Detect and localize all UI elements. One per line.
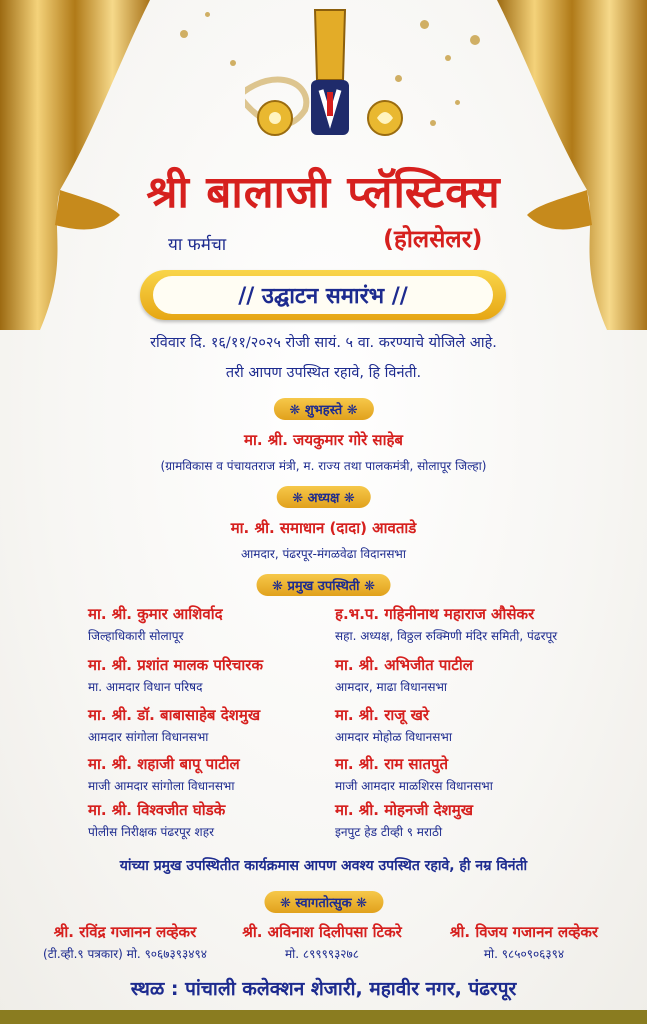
guest-name: मा. श्री. अभिजीत पाटील — [335, 656, 473, 674]
venue-line: स्थळ : पांचाली कलेक्शन शेजारी, महावीर नगर, पंढरपूर — [130, 978, 517, 1000]
host-desc: (टी.व्ही.९ पत्रकार) मो. ९०६७३९३४९४ — [43, 947, 207, 961]
host-2 — [424, 922, 624, 962]
host-0 — [30, 922, 220, 962]
guest-desc: जिल्हाधिकारी सोलापूर — [88, 629, 184, 643]
guest-left-2 — [88, 705, 260, 745]
host-name: श्री. विजय गजानन लव्हेकर — [449, 923, 599, 941]
guests-badge: ❋ प्रमुख उपस्थिती ❋ — [256, 574, 391, 596]
guest-name: मा. श्री. डॉ. बाबासाहेब देशमुख — [88, 706, 261, 724]
guest-name: ह.भ.प. गहिनीनाथ महाराज औसेकर — [335, 605, 535, 623]
balaji-emblem-icon — [245, 0, 415, 150]
footer-bar — [0, 1010, 647, 1024]
guest-name: मा. श्री. मोहनजी देशमुख — [335, 801, 473, 819]
guest-name: मा. श्री. राजू खरे — [335, 706, 429, 724]
host-name: श्री. रविंद्र गजानन लव्हेकर — [53, 923, 197, 941]
host-desc: मो. ८९९९९३२७८ — [284, 947, 360, 961]
intro-line-2: तरी आपण उपस्थित रहावे, हि विनंती. — [225, 365, 422, 381]
hosts-badge: ❋ स्वागतोत्सुक ❋ — [264, 891, 383, 913]
banner-text: // उद्घाटन समारंभ // — [153, 276, 493, 314]
request-line: यांच्या प्रमुख उपस्थितीत कार्यक्रमास आपण अवश्य उपस्थित रहावे, ही नम्र विनंती — [119, 858, 528, 874]
intro-line-1: रविवार दि. १६/११/२०२५ रोजी सायं. ५ वा. करण्याचे योजिले आहे. — [150, 335, 497, 351]
host-name: श्री. अविनाश दिलीपसा टिकरे — [242, 923, 402, 941]
guest-desc: पोलीस निरीक्षक पंढरपूर शहर — [88, 825, 214, 839]
guest-desc: मा. आमदार विधान परिषद — [88, 680, 203, 694]
guest-desc: आमदार सांगोला विधानसभा — [88, 730, 209, 744]
guest-name: मा. श्री. प्रशांत मालक परिचारक — [88, 656, 263, 674]
adhyaksha-name: मा. श्री. समाधान (दादा) आवताडे — [230, 519, 417, 537]
guest-desc: इनपुट हेड टीव्ही ९ मराठी — [335, 825, 443, 839]
farm-label: या फर्मचा — [168, 235, 227, 255]
guest-desc: आमदार, माढा विधानसभा — [335, 680, 448, 694]
inauguration-banner — [140, 270, 506, 320]
guest-right-4 — [335, 800, 473, 840]
shubhaste-name: मा. श्री. जयकुमार गोरे साहेब — [243, 431, 403, 449]
host-desc: मो. ९८५०९०६३९४ — [483, 947, 565, 961]
wholesale-label: (होलसेलर) — [383, 225, 483, 253]
guest-name: मा. श्री. कुमार आशिर्वाद — [88, 605, 223, 623]
guest-right-0 — [335, 604, 557, 644]
adhyaksha-badge: ❋ अध्यक्ष ❋ — [276, 486, 371, 508]
guest-left-4 — [88, 800, 225, 840]
guest-name: मा. श्री. विश्वजीत घोडके — [88, 801, 226, 819]
guest-name: मा. श्री. शहाजी बापू पाटील — [88, 755, 240, 773]
guest-desc: माजी आमदार माळशिरस विधानसभा — [335, 779, 493, 793]
shubhaste-badge: ❋ शुभहस्ते ❋ — [273, 398, 373, 420]
shop-title: श्री बालाजी प्लॅस्टिक्स — [146, 167, 501, 218]
guest-right-2 — [335, 705, 452, 745]
shubhaste-desc: (ग्रामविकास व पंचायतराज मंत्री, म. राज्य तथा पालकमंत्री, सोलापूर जिल्हा) — [160, 459, 487, 473]
guest-name: मा. श्री. राम सातपुते — [335, 755, 449, 773]
host-1 — [222, 922, 422, 962]
guest-left-0 — [88, 604, 223, 644]
guest-desc: माजी आमदार सांगोला विधानसभा — [88, 779, 235, 793]
guest-left-1 — [88, 655, 263, 695]
guest-right-3 — [335, 754, 493, 794]
guest-left-3 — [88, 754, 240, 794]
guest-right-1 — [335, 655, 473, 695]
guest-desc: आमदार मोहोळ विधानसभा — [335, 730, 452, 744]
adhyaksha-desc: आमदार, पंढरपूर-मंगळवेढा विदानसभा — [241, 547, 406, 561]
guest-desc: सहा. अध्यक्ष, विठ्ठल रुक्मिणी मंदिर समिती, पंढरपूर — [335, 629, 558, 643]
